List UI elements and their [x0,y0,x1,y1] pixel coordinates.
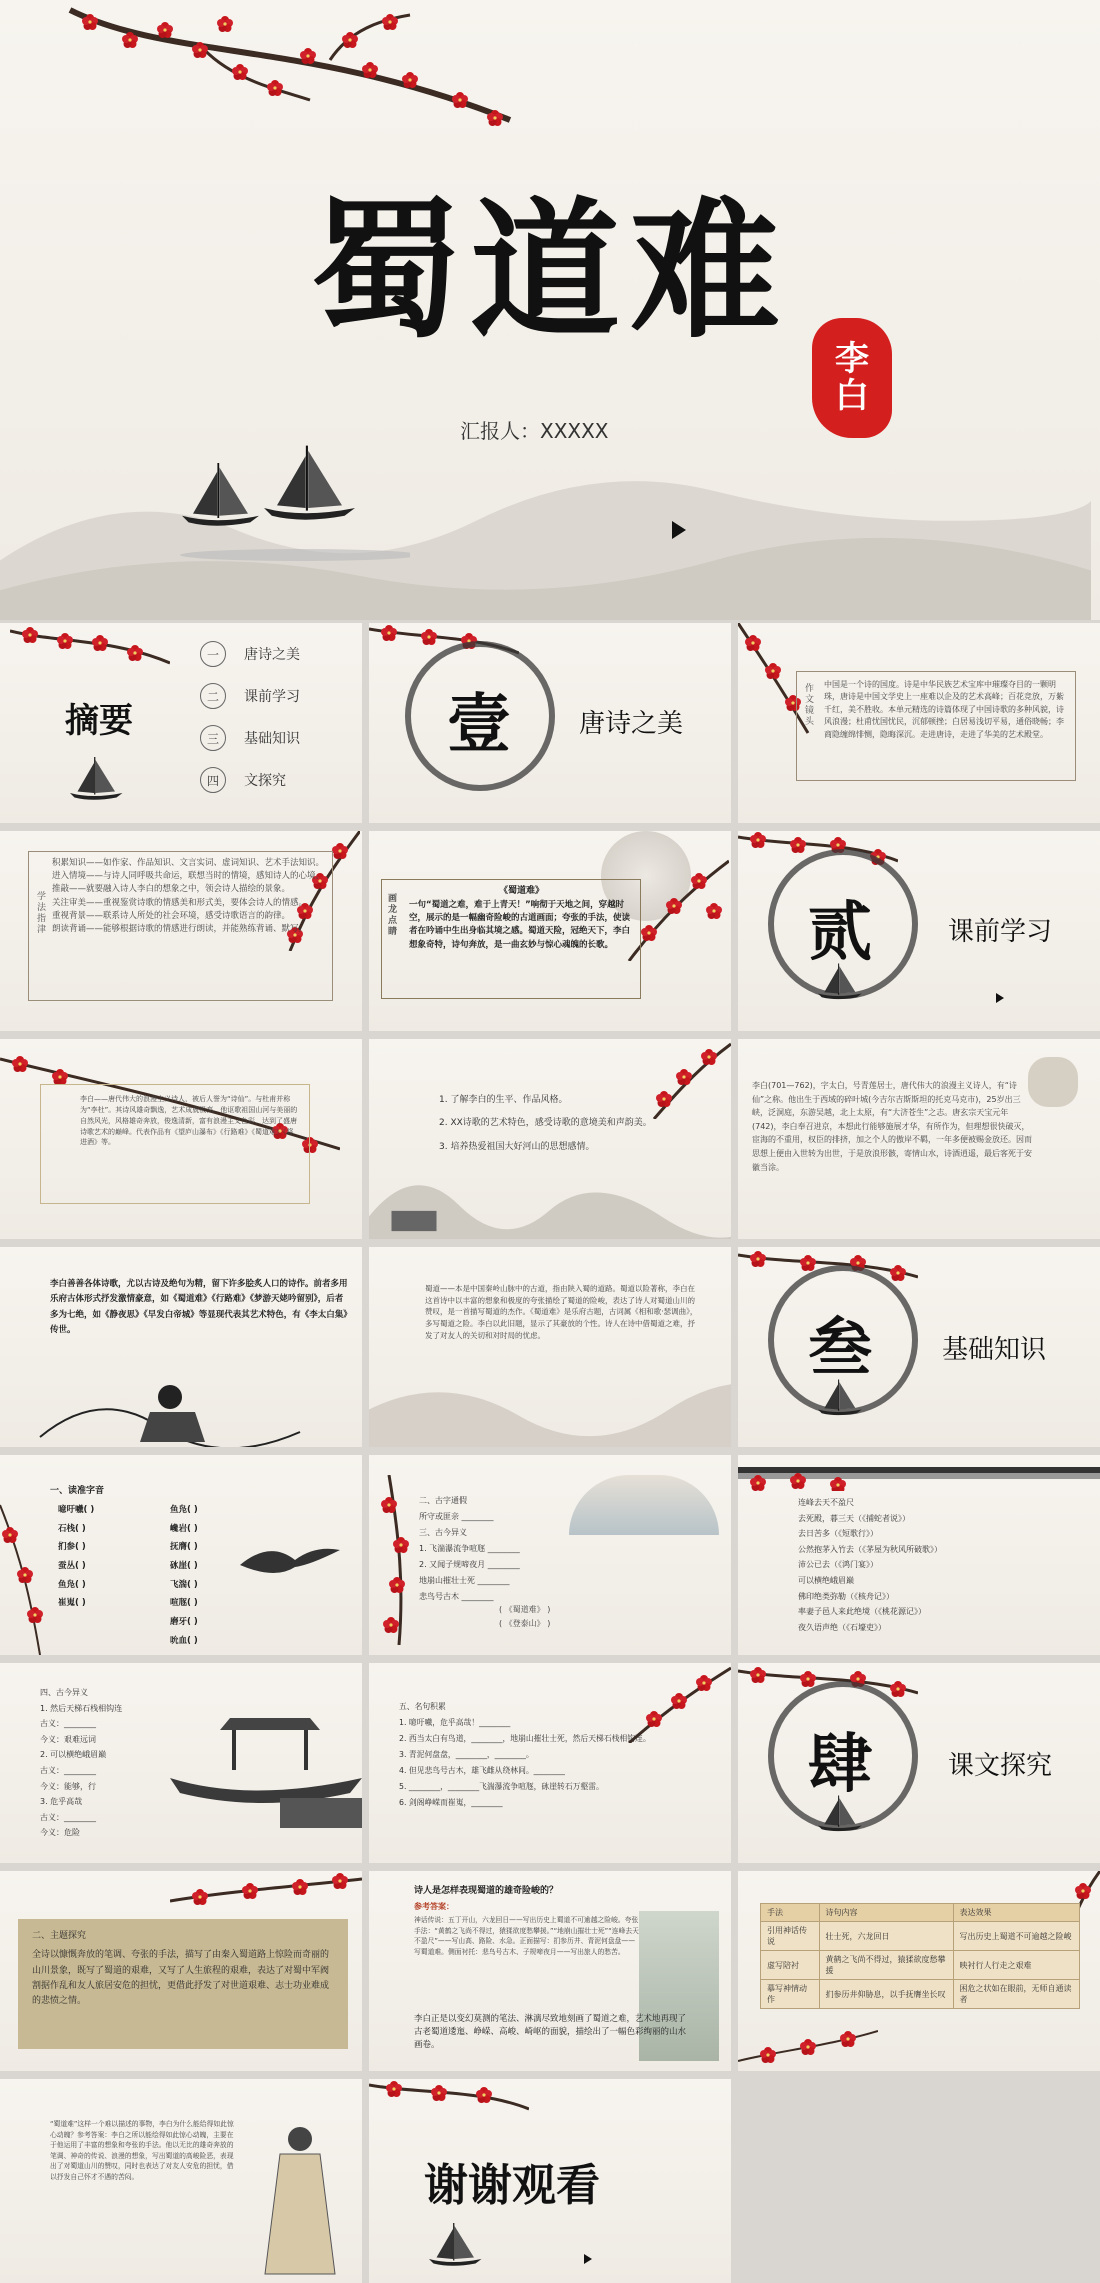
slide-tag: 作文镜头 [803,683,813,727]
slide-multi-meaning [738,1455,1100,1655]
pron-item: 蚕丛( ) [58,1561,86,1572]
slide-section-3 [738,1247,1100,1447]
ancient-notes [499,1603,550,1632]
plum-blossom-branch [50,0,530,140]
toc-heading: 摘要 [65,701,133,741]
pron-item: 巉岩( ) [170,1523,198,1534]
ending-text: 谢谢观看 [424,2160,600,2211]
fl-heading: 五、名句积累 [399,1702,446,1711]
table-cell: 虚写陪衬 [761,1951,820,1980]
reporter-label: 汇报人：XXXXX [460,419,609,443]
plum-blossom-branch [369,2079,529,2119]
method-line: 重视背景——联系诗人所处的社会环境，感受诗歌语言的韵律。 [52,910,291,921]
table-row [761,1922,1080,1951]
am-line: 古义：________ [40,1765,96,1775]
pron-item: 扪参( ) [58,1542,86,1553]
slide-tag: 画龙点睛 [386,893,396,937]
method-line: 关注审美——重视鉴赏诗歌的情感美和形式美，要体会诗人的情感。 [52,897,308,908]
meaning-item: 连峰去天不盈尺 [798,1498,854,1507]
author-life-paragraph: 李白(701—762)，字太白，号青莲居士，唐代伟大的浪漫主义诗人，有“诗仙”之称。他出生于西域的碎叶城(今吉尔吉斯斯坦的托克马克市)，25岁出三峡，泛洞庭，东游吴越，北上太原，有“大济苍生”之志。唐玄宗天宝元年(742)，李白奉召进京，本想此行能够施展才华，有所作为，但理想很快破灭，宦海的不重用，权臣的排挤，加之个人的傲岸不羁，一年多便被赐金放还。因而思想上便由入世转为出世，于是放浪形骸，寄情山水，诗酒逍遥，最后客死于安徽当涂。 [752,1081,1032,1172]
presentation-title: 蜀道难 [309,183,790,359]
pron-item: 噫吁嚱( ) [58,1505,95,1515]
method-line: 进入情境——与诗人同呼吸共命运，联想当时的情境，感知诗人的心境。 [52,871,325,882]
sailboat-icon [818,961,868,1001]
method-list [52,857,328,997]
empty-cell [738,2074,1100,2283]
background-text: 蜀道——本是中国秦岭山脉中的古道，指由陕入蜀的道路。蜀道以险著称，李白在这首诗中以丰富的想象和极度的夸张描绘了蜀道的险峻，表达了诗人对蜀道山川的赞叹，是一首描写蜀道的杰作。《蜀道难》是乐府古题，古词属《相和歌·瑟调曲》，多写蜀道之险。李白以此旧题，显示了其豪放的个性。诗人在诗中借蜀道之难，抒发了对友人的关切和对时局的忧虑。 [425,1284,698,1340]
meaning-item: 率妻子邑人来此绝境（《桃花源记》） [798,1607,926,1617]
table-cell: 困危之状如在眼前，无师自通读者 [953,1980,1080,2009]
fl-line: 4. 但见悲鸟号古木，雄飞雌从绕林间。________ [399,1765,565,1775]
slide-section-4 [738,1663,1100,1863]
answer-text: 神话传说：五丁开山，六龙回日——写出历史上蜀道不可逾越之险峻。夸张手法：“黄鹤之飞尚不得过，猿猱欲度愁攀援。”“地崩山摧壮士死”“连峰去天不盈尺”——写山高、路险、水急。正面描写：扪参历井、青泥何盘盘——写蜀道难。侧面衬托：悲鸟号古木、子规啼夜月——写出旅人的愁苦。 [414,1916,639,1956]
toc-item-label: 基础知识 [244,731,300,747]
am-line: 今义：能够，行 [40,1781,96,1791]
slide-section-2 [738,831,1100,1031]
slide-discussion [0,2079,362,2283]
pronunciation-left-list [58,1501,158,1613]
sailboat-icon [818,1377,868,1417]
method-line: 积累知识——如作家、作品知识、文言实词、虚词知识、艺术手法知识。 [52,858,325,868]
pron-item: 飞湍( ) [170,1579,198,1590]
slide-study-method [0,831,362,1031]
crane-icon [240,1535,340,1585]
poet-illustration-icon [1028,1057,1078,1107]
slide-pronunciation [0,1455,362,1655]
section-numeral: 肆 [808,1727,872,1802]
ancient-line: 悲鸟号古木 ________ [419,1592,494,1601]
toc-item-label: 课前学习 [244,689,300,705]
section-numeral: 贰 [808,895,872,970]
question-text: 诗人是怎样表现蜀道的雄奇险峻的？ [414,1886,559,1896]
intro-paragraph: 中国是一个诗的国度。诗是中华民族艺术宝库中璀璨夺目的一颗明珠，唐诗是中国文学史上一座难以企及的艺术高峰；百花竞放，万紫千红，美不胜收。本单元精选的诗篇体现了中国诗歌的多种风貌，诗风浪漫；杜甫忧国忧民，沉郁顿挫；白居易浅切平易，通俗晓畅；李商隐缠绵悱恻，隐晦深沉。走进唐诗，走进了华美的艺术殿堂。 [824,680,1064,739]
section-title: 基础知识 [942,1335,1047,1365]
slide-famous-lines [369,1663,731,1863]
author-seal [812,318,892,438]
technique-table [760,1903,1080,2009]
pron-item: 抚膺( ) [170,1542,198,1553]
ancient-heading: 二、古字通假 [419,1496,467,1505]
am-line: 今义：危险 [40,1828,80,1838]
method-line: 推敲——就要融入诗人李白的想象之中，领会诗人描绘的景象。 [52,884,291,895]
table-cell: 写出历史上蜀道不可逾越之险峻 [953,1922,1080,1951]
am-line: 今义：艰难远词 [40,1734,96,1744]
am-heading: 四、古今异义 [40,1688,88,1697]
table-cell: 映衬行人行走之艰难 [953,1951,1080,1980]
theme-box [18,1919,348,2049]
section-title: 课文探究 [948,1751,1053,1781]
meaning-item: 沛公已去（《鸿门宴》） [798,1560,878,1570]
seal-char-1: 李 [835,338,869,379]
am-line: 2. 可以横绝峨眉巅 [40,1750,107,1760]
theme-heading: 二、主题探究 [32,1931,87,1941]
pron-item: 鱼凫( ) [58,1579,86,1590]
slide-section-1 [369,623,731,823]
slide-poetry-style [0,1247,362,1447]
meaning-item: 夜久语声绝（《石壕吏》） [798,1622,886,1632]
pron-item: 崔嵬( ) [58,1598,86,1609]
table-cell: 表达效果 [953,1904,1080,1922]
plum-blossom-branch [0,1495,60,1655]
section-numeral: 叁 [808,1311,872,1386]
key-point-title: 《蜀道难》 [498,886,544,896]
method-line: 朗读背诵——能够根据诗歌的情感进行朗读，并能熟练背诵、默写。 [52,923,308,934]
seal-char-2: 白 [835,376,869,416]
section-title: 课前学习 [948,917,1053,947]
pron-item: 砯崖( ) [170,1561,198,1572]
am-line: 古义：________ [40,1719,96,1729]
slide-theme [0,1871,362,2071]
next-slide-arrow-icon[interactable] [672,521,686,539]
slide-ancient-modern [0,1663,362,1863]
sailboat-icon [70,753,130,803]
ink-landscape [369,1149,731,1239]
toc-number: 一 [200,641,226,667]
slide-ending [369,2079,731,2283]
answer-closing: 李白正是以变幻莫测的笔法、淋漓尽致地刻画了蜀道之难，艺术地再现了古老蜀道逶迤、峥嵘、高峻、崎岖的面貌，描绘出了一幅色彩绚丽的山水画卷。 [414,2014,687,2051]
plum-blossom-branch [738,2021,878,2071]
table-cell: 诗句内容 [819,1904,953,1922]
goal-item: 3. 培养热爱祖国大好河山的思想感情。 [439,1141,595,1152]
scholar-illustration [240,2109,350,2279]
table-cell: 摹写神情动作 [761,1980,820,2009]
table-cell: 引用神话传说 [761,1922,820,1951]
slide-technique-table [738,1871,1100,2071]
fl-line: 6. 剑阁峥嵘而崔嵬，________ [399,1797,503,1807]
pron-item: 磨牙( ) [170,1617,198,1628]
table-row [761,1980,1080,2009]
meaning-item: 去死殿，暮三天（《捕蛇者说》） [798,1513,910,1523]
toc-number: 四 [200,767,226,793]
toc-item-label: 唐诗之美 [244,647,300,663]
pron-item: 鱼凫( ) [170,1505,198,1515]
ancient-note: ( 《蜀道难》 ) [499,1605,551,1614]
am-line: 3. 危乎高哉 [40,1797,83,1807]
toc-item-1[interactable] [200,641,300,667]
meaning-item: 去日苦多（《短歌行》） [798,1529,878,1539]
slide-author-bio [0,1039,362,1239]
goal-item: 1. 了解李白的生平、作品风格。 [439,1095,568,1105]
pron-item: 吮血( ) [170,1635,198,1646]
am-line: 古义：________ [40,1812,96,1822]
next-arrow-icon[interactable] [584,2254,592,2264]
toc-item-3[interactable] [200,725,300,751]
poetry-style-text: 李白善善各体诗歌，尤以古诗及绝句为精，留下许多脍炙人口的诗作。前者多用乐府古体形式抒发激情豪意，如《蜀道难》《行路难》《梦游天姥吟留别》，后者多为七绝，如《静夜思》《早发白帝城》等显现代表其艺术特色，有《李太白集》传世。 [50,1279,348,1335]
table-cell: 扪参历井仰胁息，以手抚膺坐长叹 [819,1980,953,2009]
sailboat-illustration [150,400,410,570]
meaning-item: 佛印绝类弥勒（《核舟记》） [798,1591,894,1601]
author-paragraph: 李白——唐代伟大的浪漫主义诗人，被后人誉为“诗仙”。与杜甫并称为“李杜”。其诗风雄奇飘逸，艺术成就极高。他讴歌祖国山河与美丽的自然风光，风格雄奇奔放，俊逸清新，富有浪漫主义色彩，达到了盛唐诗歌艺术的巅峰。代表作品有《望庐山瀑布》《行路难》《蜀道难》《将进酒》等。 [80,1095,298,1147]
fl-line: 1. 噫吁嚱，危乎高哉！________ [399,1717,511,1727]
answer-label: 参考答案： [414,1902,454,1911]
pavilion-boat-illustration [170,1708,362,1848]
slide-intro-text [738,623,1100,823]
next-arrow-icon[interactable] [996,993,1004,1003]
table-cell: 手法 [761,1904,820,1922]
sailboat-icon [818,1793,868,1833]
goal-list [439,1089,699,1159]
theme-text: 全诗以慷慨奔放的笔调、夸张的手法，描写了由秦入蜀道路上惊险而奇丽的山川景象，既写了蜀道的艰难，又写了人生旅程的艰难，表达了对蜀中军阀割据作乱和友人旅居安危的担忧，更借此抒发了对世道艰难、志士功业难成的悲愤之情。 [32,1950,330,2007]
slide-ancient-words [369,1455,731,1655]
plum-blossom-branch [10,623,170,673]
key-point-text: 一句“蜀道之难，难于上青天！”响彻于天地之间，穿越时空，展示的是一幅幽奇险峻的古道画面；夸张的手法，使读者在吟诵中生出身临其境之感。蜀道天险，冠绝天下，李白想象奇特，诗句奔放，是一曲玄妙与惊心魂魄的长歌。 [409,900,631,950]
wall-roof-illustration [738,1457,1100,1491]
goal-item: 2. XX诗歌的艺术特色，感受诗歌的意境美和声韵美。 [439,1118,652,1129]
plum-blossom-branch [170,1871,362,1921]
fl-line: 5. ________，________飞湍瀑流争喧豗，砯崖转石万壑雷。 [399,1781,604,1791]
section-numeral: 壹 [447,687,511,762]
slide-question [369,1871,731,2071]
ancient-line: 2. 又闻子规啼夜月 ________ [419,1560,520,1569]
slide-author-life [738,1039,1100,1239]
toc-item-2[interactable] [200,683,300,709]
sailboat-icon [429,2219,489,2269]
pronunciation-heading: 一、读准字音 [50,1486,105,1496]
ancient-words-list [419,1493,619,1605]
slide-toc [0,623,362,823]
section-title: 唐诗之美 [579,709,684,739]
table-row [761,1904,1080,1922]
toc-item-label: 文探究 [244,773,286,789]
slide-tag: 学法指津 [35,891,45,935]
slide-learning-goals [369,1039,731,1239]
table-row [761,1951,1080,1980]
table-cell: 黄鹤之飞尚不得过，猿猱欲度愁攀援 [819,1951,953,1980]
ancient-line: 地崩山摧壮士死 ________ [419,1576,510,1585]
famous-lines-list [399,1699,699,1811]
pron-item: 喧豗( ) [170,1598,198,1609]
ancient-line: 1. 飞湍瀑流争喧豗 ________ [419,1544,520,1553]
discussion-text: “蜀道难”这样一个难以描述的事物，李白为什么能给得如此惊心动魄？参考答案：李白之所以能绘得如此惊心动魄，主要在于他运用了丰富的想象和夸张的手法。他以无比的雄奇奔放的笔调、神奇的传说、浪漫的想象，写出蜀道的高峻险恶，表现出了对蜀道山川的赞叹，同时也表达了对友人安危的担忧，借以抒发自己怀才不遇的苦闷。 [50,2120,234,2181]
pron-item: 石栈( ) [58,1523,86,1534]
ancient-line: 所守或匪亲 ________ [419,1512,494,1521]
slide-key-points [369,831,731,1031]
fl-line: 2. 西当太白有鸟道，________，地崩山摧壮士死，然后天梯石栈相钩连。 [399,1733,651,1743]
toc-item-4[interactable] [200,767,286,793]
title-slide [0,0,1100,620]
slide-background [369,1247,731,1447]
meaning-item: 可以横绝峨眉巅 [798,1575,854,1585]
poet-ink-illustration [0,1357,362,1447]
toc-number: 三 [200,725,226,751]
ancient-note: ( 《登泰山》 ) [499,1619,551,1629]
table-cell: 壮士死，六龙回日 [819,1922,953,1951]
am-line: 1. 然后天梯石栈相钩连 [40,1703,123,1713]
fl-line: 3. 青泥何盘盘，________，________。 [399,1749,534,1759]
meaning-item: 公然抱茅入竹去（《茅屋为秋风所破歌》） [798,1544,942,1554]
toc-number: 二 [200,683,226,709]
multi-meaning-list [798,1495,1083,1635]
ancient-line: 三、古今异义 [419,1528,467,1537]
